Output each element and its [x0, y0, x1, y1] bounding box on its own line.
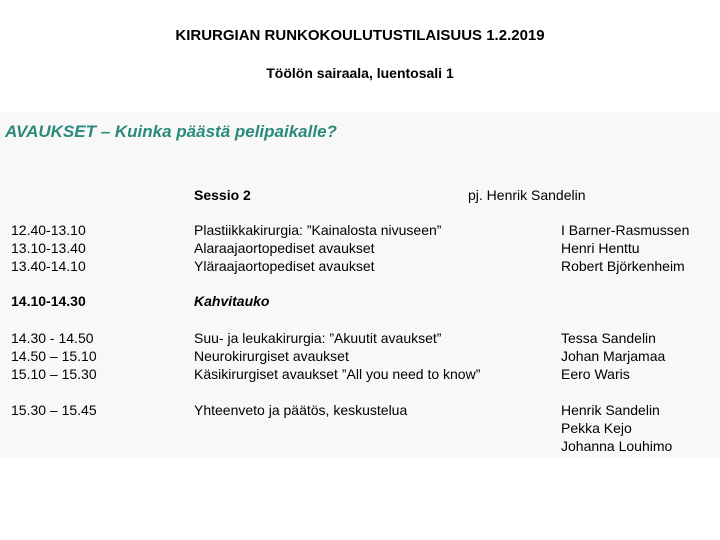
talk-topic: Käsikirurgiset avaukset ”All you need to know” [194, 366, 481, 382]
section-heading: AVAUKSET – Kuinka päästä pelipaikalle? [5, 122, 337, 141]
time-slot: 13.10-13.40 [11, 240, 86, 256]
time-slot: 13.40-14.10 [11, 258, 86, 274]
schedule-row-break [0, 293, 720, 311]
speaker-name: Pekka Kejo [561, 420, 632, 436]
speaker-name: Henrik Sandelin [561, 402, 660, 418]
schedule-row [0, 402, 720, 420]
session-title: Sessio 2 [194, 187, 251, 203]
time-slot: 14.50 – 15.10 [11, 348, 97, 364]
talk-topic: Yhteenveto ja päätös, keskustelua [194, 402, 408, 418]
talk-topic: Plastiikkakirurgia: ”Kainalosta nivuseen” [194, 222, 442, 238]
schedule-row [0, 258, 720, 276]
document-title: KIRURGIAN RUNKOKOULUTUSTILAISUUS 1.2.2019 [175, 27, 545, 44]
schedule-row [0, 240, 720, 258]
session-chair: pj. Henrik Sandelin [468, 187, 586, 203]
schedule-row [0, 330, 720, 348]
time-slot: 14.30 - 14.50 [11, 330, 94, 346]
speaker-name: Henri Henttu [561, 240, 640, 256]
speaker-name: Johan Marjamaa [561, 348, 666, 364]
time-slot: 14.10-14.30 [11, 293, 86, 309]
speaker-name: I Barner-Rasmussen [561, 222, 690, 238]
schedule-row [0, 348, 720, 366]
schedule-row [0, 222, 720, 240]
schedule-row [0, 438, 720, 456]
speaker-name: Eero Waris [561, 366, 630, 382]
time-slot: 12.40-13.10 [11, 222, 86, 238]
talk-topic: Yläraajaortopediset avaukset [194, 258, 375, 274]
speaker-name: Robert Björkenheim [561, 258, 685, 274]
time-slot: 15.10 – 15.30 [11, 366, 97, 382]
talk-topic: Suu- ja leukakirurgia: ”Akuutit avaukset” [194, 330, 442, 346]
talk-topic: Alaraajaortopediset avaukset [194, 240, 375, 256]
schedule-row [0, 366, 720, 384]
talk-topic: Neurokirurgiset avaukset [194, 348, 349, 364]
venue-subtitle: Töölön sairaala, luentosali 1 [266, 65, 454, 81]
break-label: Kahvitauko [194, 293, 270, 309]
time-slot: 15.30 – 15.45 [11, 402, 97, 418]
speaker-name: Tessa Sandelin [561, 330, 656, 346]
speaker-name: Johanna Louhimo [561, 438, 673, 454]
schedule-row [0, 420, 720, 438]
